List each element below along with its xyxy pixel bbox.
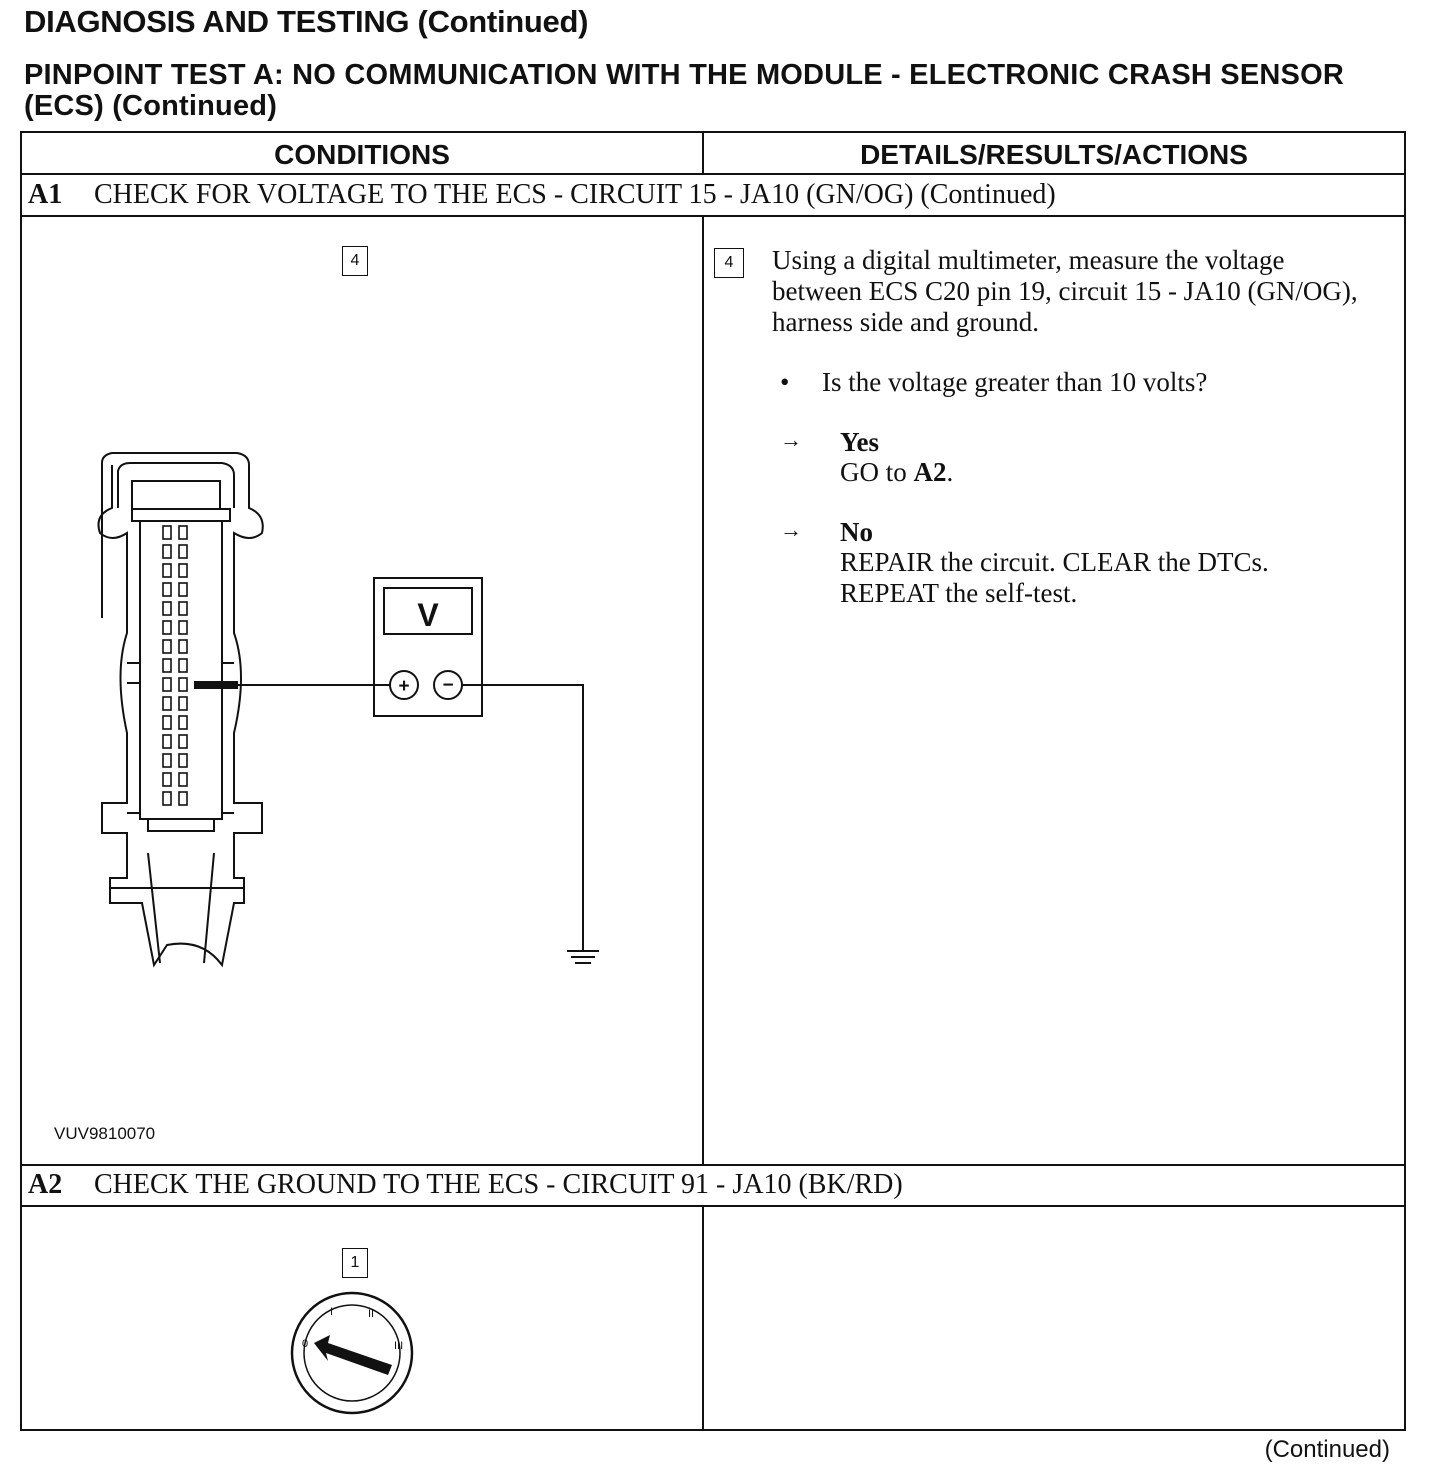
page-title: DIAGNOSIS AND TESTING (Continued) — [24, 4, 589, 39]
test-probe — [194, 681, 238, 689]
test-title: PINPOINT TEST A: NO COMMUNICATION WITH THE MODULE - ELECTRONIC CRASH SENSOR (ECS) (Continued) — [24, 59, 1344, 122]
connector-voltage-diagram — [22, 433, 702, 993]
footer-continued: (Continued) — [1264, 1436, 1390, 1463]
ignition-position-0: 0 — [302, 1338, 309, 1350]
ignition-position-3: III — [394, 1340, 404, 1352]
plus-terminal: + — [398, 676, 410, 697]
no-arrow-icon: → — [780, 517, 802, 542]
minus-terminal: − — [442, 675, 454, 696]
meter-display: V — [417, 597, 439, 633]
key-arrow-icon — [314, 1335, 392, 1375]
ignition-switch-diagram — [282, 1283, 422, 1423]
ignition-position-1: I — [330, 1306, 334, 1318]
connector-pins — [163, 526, 187, 805]
a2-condition-step-number: 1 — [342, 1248, 368, 1278]
step-a2-heading — [28, 1169, 903, 1201]
step-a2-title: CHECK THE GROUND TO THE ECS - CIRCUIT 91 - JA10 (BK/RD) — [94, 1169, 903, 1200]
question-text: Is the voltage greater than 10 volts? — [822, 367, 1208, 397]
figure-id: VUV9810070 — [54, 1124, 156, 1143]
instruction-text: Using a digital multimeter, measure the voltage between ECS C20 pin 19, circuit 15 - JA10 (GN/OG), harness side and ground. — [772, 245, 1358, 337]
step-a1-title: CHECK FOR VOLTAGE TO THE ECS - CIRCUIT 15 - JA10 (GN/OG) (Continued) — [94, 179, 1056, 210]
ignition-position-2: II — [368, 1308, 375, 1320]
conditions-column-header: CONDITIONS — [274, 139, 450, 170]
yes-label: Yes — [840, 427, 879, 457]
no-action: REPAIR the circuit. CLEAR the DTCs. REPEAT the self-test. — [840, 547, 1269, 608]
condition-step-number: 4 — [342, 246, 368, 276]
column-divider — [702, 1205, 704, 1431]
question-bullet: • — [780, 367, 790, 397]
step-a1-id: A1 — [28, 179, 63, 210]
procedure-table — [20, 131, 1406, 1431]
no-label: No — [840, 517, 873, 547]
multimeter — [238, 578, 599, 963]
yes-action-suffix: . — [946, 457, 954, 487]
yes-arrow-icon: → — [780, 427, 802, 452]
header-divider — [22, 173, 1404, 175]
yes-action — [840, 457, 953, 488]
a1-title-divider — [22, 215, 1404, 217]
goto-a2-link[interactable]: A2 — [913, 457, 947, 487]
yes-action-prefix: GO to — [840, 457, 907, 487]
a2-title-divider — [22, 1205, 1404, 1207]
details-column-header: DETAILS/RESULTS/ACTIONS — [860, 139, 1248, 170]
a1-bottom-divider — [22, 1164, 1404, 1166]
detail-step-number: 4 — [714, 248, 744, 278]
step-a1-heading — [28, 179, 1056, 211]
ground-symbol — [567, 951, 599, 963]
step-a2-id: A2 — [28, 1169, 63, 1200]
column-divider — [702, 215, 704, 1164]
